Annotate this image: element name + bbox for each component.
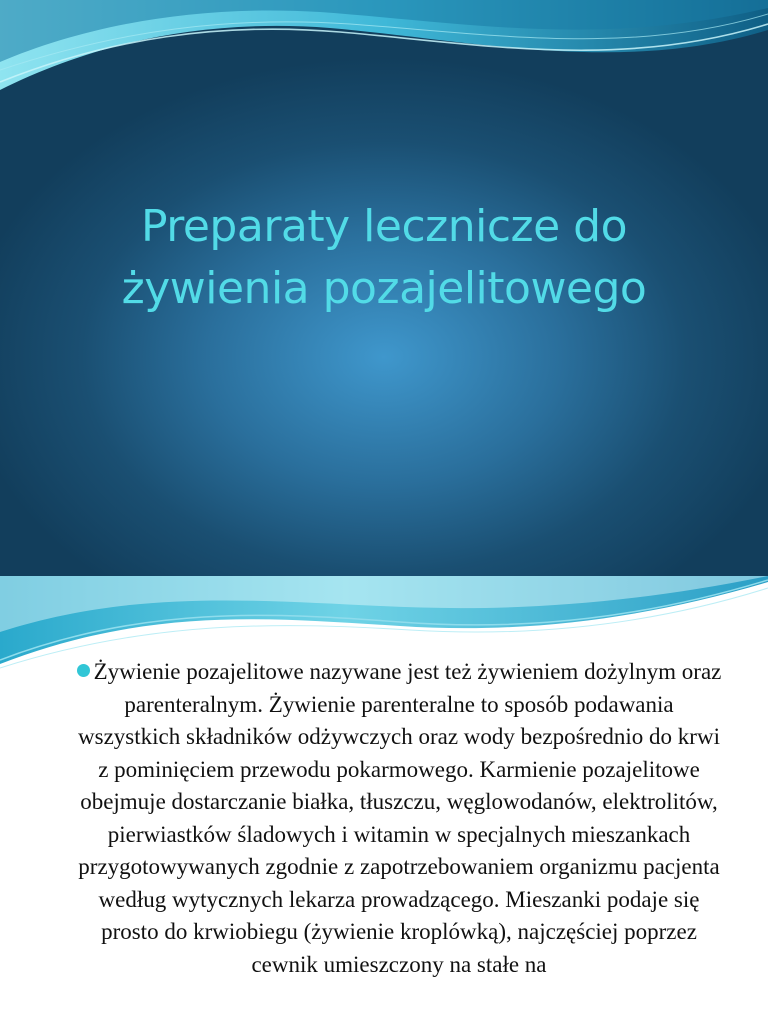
title-line-1: Preparaty lecznicze do — [140, 201, 628, 252]
bullet-dot-icon — [77, 664, 90, 677]
body-paragraph — [76, 656, 722, 981]
title-line-2: żywienia pozajelitowego — [121, 263, 647, 314]
body-text: Żywienie pozajelitowe nazywane jest też żywieniem dożylnym oraz parenteralnym. Żywienie parenteralne to sposób podawania wszystkich składników odżywczych oraz wody bezpośrednio do krwi z pominięciem przewodu pokarmowego. Karmienie pozajelitowe obejmuje dostarczanie białka, tłuszczu, węglowodanów, elektrolitów, pierwiastków śladowych i witamin w specjalnych mieszankach przygotowywanych zgodnie z zapotrzebowaniem organizmu pacjenta według wytycznych lekarza prowadzącego. Mieszanki podaje się prosto do krwiobiegu (żywienie kroplówką), najczęściej poprzez cewnik umieszczony na stałe na — [78, 659, 722, 977]
top-wave-decoration — [0, 0, 768, 110]
content-slide — [0, 576, 768, 1024]
slide-title — [0, 196, 768, 320]
